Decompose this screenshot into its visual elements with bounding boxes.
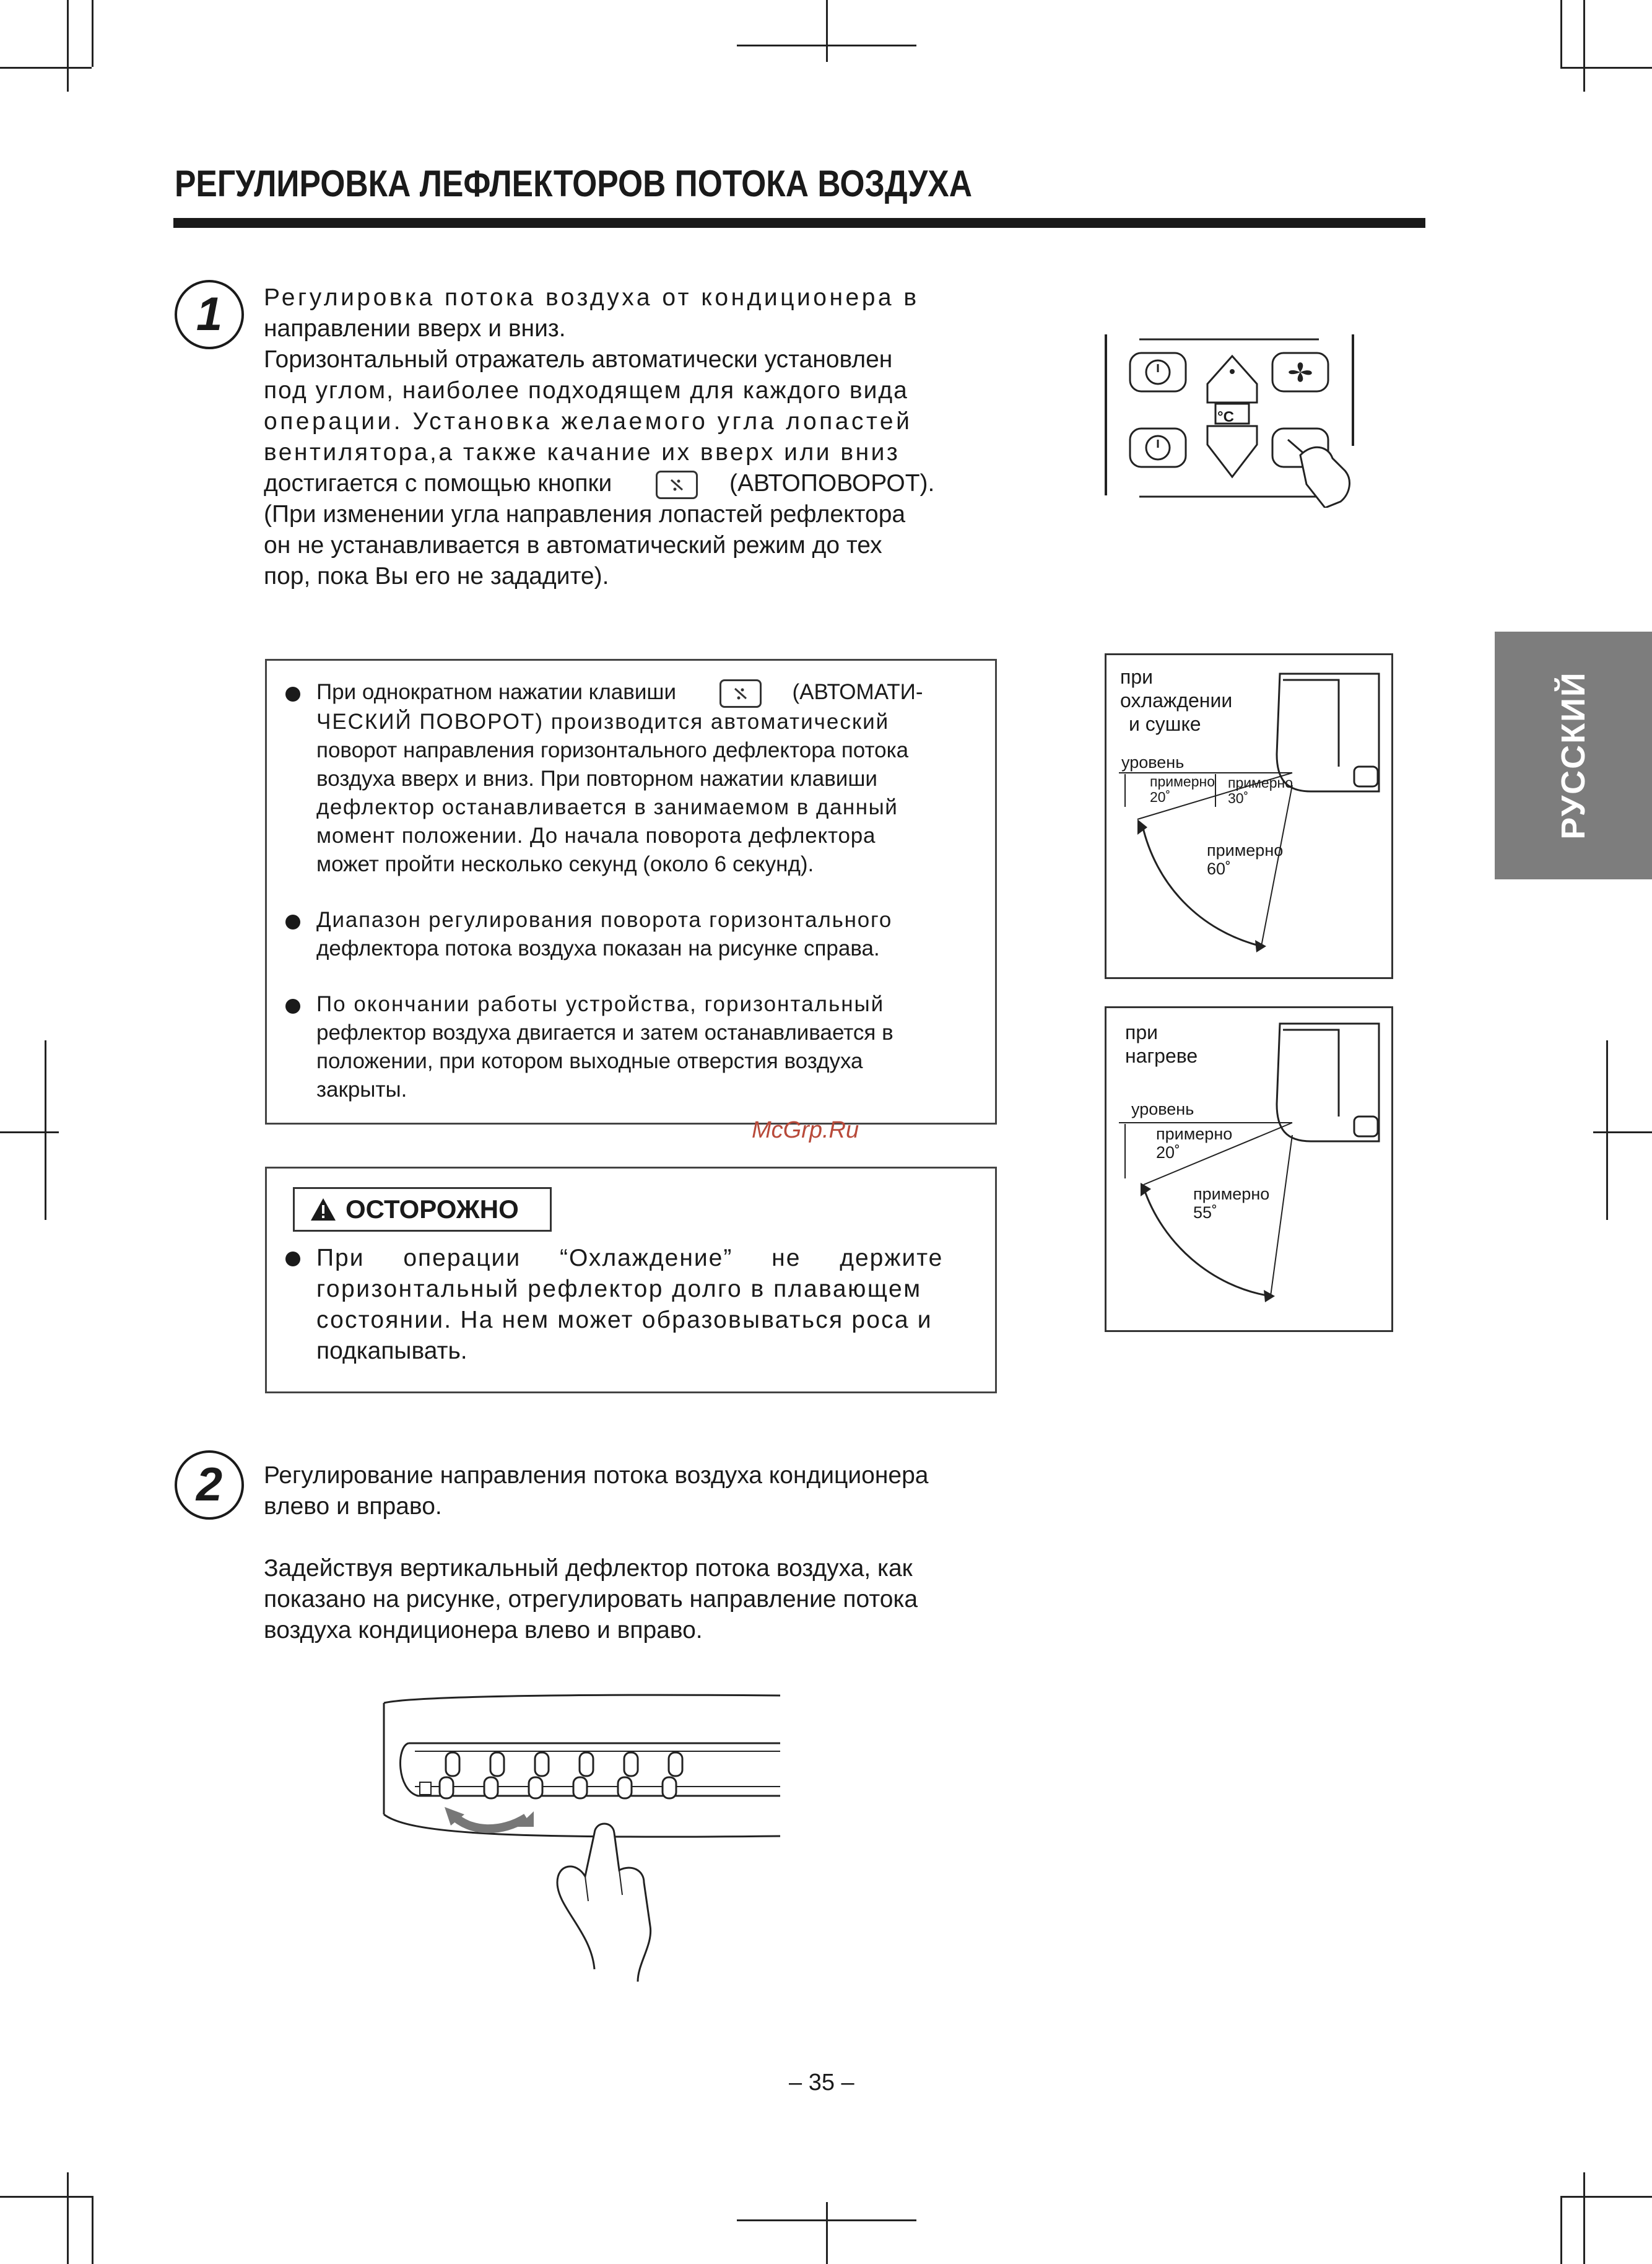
heating-mode-line: при: [1125, 1021, 1158, 1043]
angle-value: 55˚: [1193, 1203, 1218, 1222]
step-2-line: воздуха кондиционера влево и вправо.: [264, 1617, 703, 1644]
caution-line: При операции “Охлаждение” не держите: [316, 1245, 944, 1271]
remote-temp-label: °C: [1217, 409, 1234, 425]
cooling-angle-drawing: [1106, 655, 1391, 977]
info-box: [265, 659, 997, 1125]
heating-mode-line: нагреве: [1125, 1045, 1198, 1067]
vertical-deflector-drawing: [372, 1684, 780, 2006]
info-bullet-2: [267, 906, 979, 963]
info-line: момент положении. До начала поворота дефлектора: [316, 823, 876, 848]
caution-heading: ОСТОРОЖНО: [346, 1195, 519, 1224]
info-line: может пройти несколько секунд (около 6 секунд).: [316, 851, 814, 876]
angle-label: примерно: [1150, 773, 1215, 790]
info-line: закрыты.: [316, 1077, 407, 1102]
step-1-line: пор, пока Вы его не зададите).: [264, 563, 609, 590]
caution-line: состоянии. На нем может образовываться роса и: [316, 1307, 933, 1333]
page-number: – 35 –: [789, 2070, 854, 2096]
step-2-line: показано на рисунке, отрегулировать направление потока: [264, 1586, 918, 1613]
cooling-angle-30: [1228, 775, 1293, 806]
step-1-line: Регулировка потока воздуха от кондиционера в: [264, 284, 919, 311]
info-line: По окончании работы устройства, горизонтальный: [316, 991, 885, 1016]
swing-key-icon: [656, 471, 698, 499]
info-bullet-1-end: (АВТОМАТИ-: [792, 680, 923, 704]
info-line: рефлектор воздуха двигается и затем останавливается в: [316, 1020, 893, 1045]
cooling-angle-figure: [1105, 653, 1393, 979]
heating-angle-20: [1156, 1125, 1232, 1162]
angle-value: 20˚: [1150, 789, 1171, 805]
info-bullet-3: [267, 990, 979, 1104]
language-tab: [1495, 632, 1652, 879]
info-line: дефлектора потока воздуха показан на рисунке справа.: [316, 936, 880, 960]
step-2-text: [264, 1460, 1007, 1646]
info-line: положении, при котором выходные отверстия воздуха: [316, 1048, 863, 1073]
cooling-angle-60: [1207, 841, 1283, 878]
swing-key-icon: [719, 679, 762, 708]
angle-label: примерно: [1193, 1185, 1270, 1203]
info-line: дефлектор останавливается в занимаемом в данный: [316, 795, 898, 819]
vertical-deflector-figure: [372, 1684, 780, 2006]
caution-bullet: [267, 1243, 973, 1367]
heating-angle-figure: [1105, 1006, 1393, 1332]
info-line: Диапазон регулирования поворота горизонтального: [316, 907, 893, 932]
info-bullet-1: [267, 678, 979, 879]
step-1-line: Горизонтальный отражатель автоматически установлен: [264, 346, 893, 373]
cooling-mode-line: и сушке: [1129, 713, 1201, 735]
step-1-line: (АВТОПОВОРОТ).: [729, 470, 935, 497]
step-1-line: под углом, наиболее подходящем для каждого вида: [264, 377, 908, 404]
step-1-number: 1: [175, 280, 244, 349]
angle-value: 30˚: [1228, 790, 1249, 806]
step-1-line: направлении вверх и вниз.: [264, 315, 566, 342]
step-1-text: [264, 282, 963, 592]
cooling-angle-20: [1150, 774, 1215, 805]
cooling-level-label: уровень: [1121, 753, 1185, 772]
angle-label: примерно: [1156, 1125, 1233, 1143]
step-2-line: влево и вправо.: [264, 1493, 442, 1520]
remote-control-figure: [1102, 322, 1362, 508]
heating-level-label: уровень: [1131, 1100, 1194, 1118]
heating-angle-55: [1193, 1185, 1269, 1222]
angle-label: примерно: [1207, 841, 1284, 860]
angle-value: 20˚: [1156, 1143, 1181, 1162]
step-1-line-with-key: [264, 468, 963, 499]
step-2-line: Задействуя вертикальный дефлектор потока воздуха, как: [264, 1555, 913, 1582]
step-1-line: операции. Установка желаемого угла лопастей: [264, 408, 913, 435]
watermark: McGrp.Ru: [752, 1117, 859, 1143]
info-bullet-1-start: При однократном нажатии клавиши: [316, 680, 677, 704]
info-line: поворот направления горизонтального дефлектора потока: [316, 738, 909, 762]
angle-value: 60˚: [1207, 860, 1232, 878]
angle-label: примерно: [1228, 775, 1293, 791]
caution-line: подкапывать.: [316, 1338, 467, 1364]
caution-line: горизонтальный рефлектор долго в плавающем: [316, 1276, 922, 1302]
heating-angle-drawing: [1106, 1008, 1391, 1330]
step-1-line: вентилятора,а также качание их вверх или вниз: [264, 439, 900, 466]
title-rule: [173, 218, 1425, 228]
caution-box: [265, 1167, 997, 1393]
cooling-mode-line: охлаждении: [1120, 689, 1233, 712]
info-line: ЧЕСКИЙ ПОВОРОТ) производится автоматический: [316, 709, 890, 734]
step-2-line: Регулирование направления потока воздуха кондиционера: [264, 1462, 929, 1489]
info-line: воздуха вверх и вниз. При повторном нажатии клавиши: [316, 766, 877, 791]
language-tab-label: РУССКИЙ: [1555, 671, 1592, 840]
step-1-line: (При изменении угла направления лопастей рефлектора: [264, 501, 906, 528]
step-1-line: достигается с помощью кнопки: [264, 470, 612, 497]
step-1-line: он не устанавливается в автоматический режим до тех: [264, 532, 882, 559]
step-2-number: 2: [175, 1450, 244, 1520]
warning-icon: [310, 1197, 337, 1222]
cooling-mode-line: при: [1120, 666, 1153, 688]
page-title: РЕГУЛИРОВКА ЛЕФЛЕКТОРОВ ПОТОКА ВОЗДУХА: [175, 163, 972, 204]
caution-heading-box: [293, 1187, 552, 1232]
